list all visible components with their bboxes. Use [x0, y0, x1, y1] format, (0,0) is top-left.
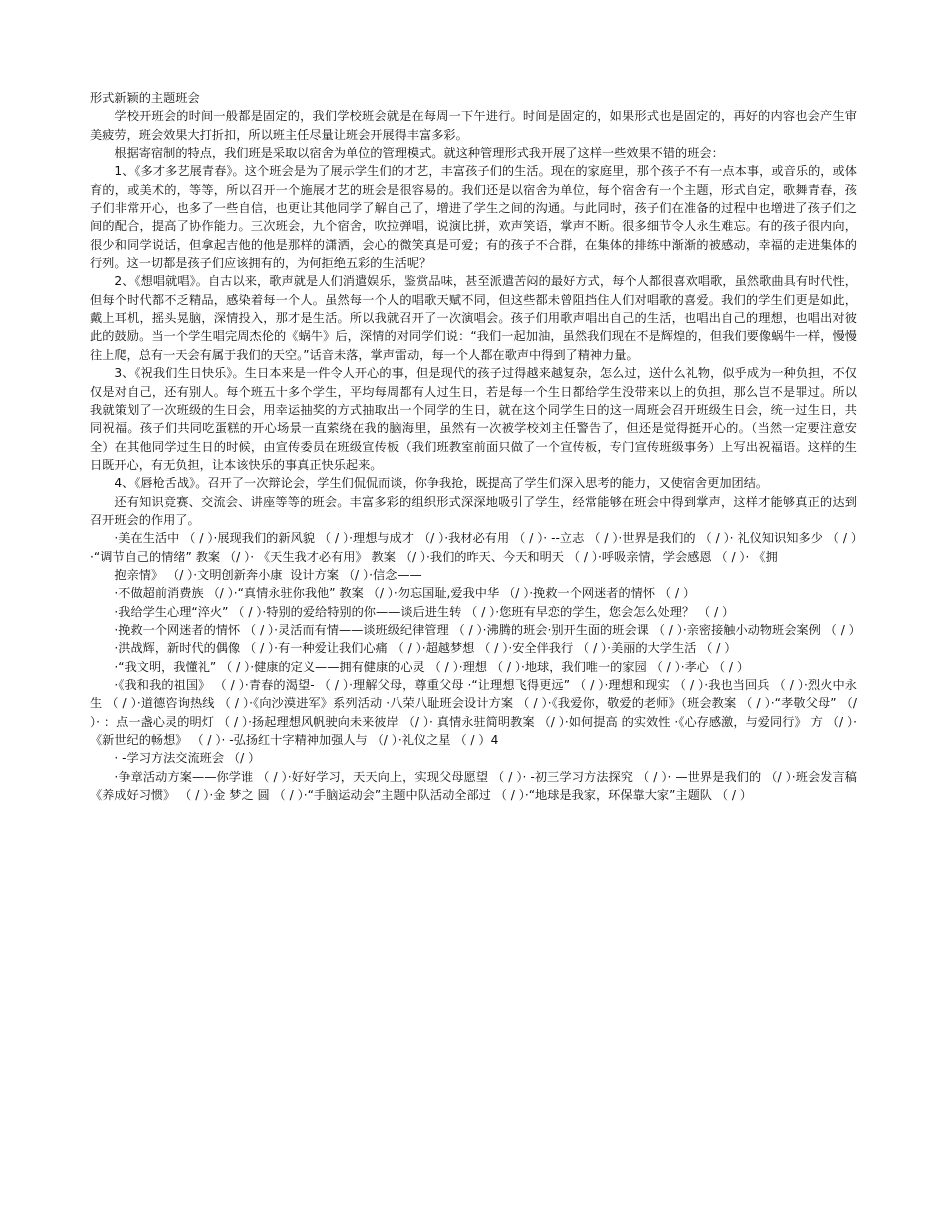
paragraph-summary: 还有知识竞赛、交流会、讲座等等的班会。丰富多彩的组织形式深深地吸引了学生，经常能够在班会中得到掌声，这样才能够真正的达到召开班会的作用了。 [90, 494, 857, 527]
paragraph-intro: 学校开班会的时间一般都是固定的，我们学校班会就是在每周一下午进行。时间是固定的，如果形式也是固定的，再好的内容也会产生审美疲劳，班会效果大打折扣，所以班主任尽量让班会开展得丰富多彩。 [90, 109, 857, 142]
paragraph-background: 根据寄宿制的特点，我们班是采取以宿舍为单位的管理模式。就这种管理形式我开展了这样一些效果不错的班会： [114, 146, 724, 161]
paragraph-item-1: 1、《多才多艺展青春》。这个班会是为了展示学生们的才艺，丰富孩子们的生活。现在的家庭里，那个孩子不有一点本事，或音乐的，或体育的，或美术的，等等，所以召开一个施展才艺的班会是很容易的。我们还是以宿舍为单位，每个宿舍有一个主题，形式自定，歌舞青春，孩子们非常开心，也多了一些自信，也更让其他同学了解自己了，增进了学生之间的沟通。与此同时，孩子们在准备的过程中也增进了孩子们之间的配合，提高了协作能力。三次班会，九个宿舍，吹拉弹唱，说演比拼，欢声笑语，掌声不断。很多细节令人永生难忘。有的孩子很内向，很少和同学说话，但拿起吉他的他是那样的潇洒，会心的微笑真是可爱；有的孩子不合群，在集体的排练中渐渐的被感动，幸福的走进集体的行列。这一切都是孩子们应该拥有的，为何拒绝五彩的生活呢？ [90, 164, 857, 271]
list-paragraph: ·美在生活中 （ / ）·展现我们的新风貌 （ / ）·理想与成才 （/ ）·我材必有用 （ / ）· --立志 （ / ）·世界是我们的 （ / ）· 礼仪知识知多少 （ / ）·“调节自己的情绪” 教案 （/ ）· 《天生我才必有用》 教案 （/ ）·我们的昨天、今天和明天 （ / ）·呼吸亲情，学会感恩 （ / ）· 《拥 [90, 531, 857, 564]
paragraph-item-3: 3、《祝我们生日快乐》。生日本来是一件令人开心的事，但是现代的孩子过得越来越复杂，怎么过，送什么礼物，似乎成为一种负担，不仅仅是对自己，还有别人。每个班五十多个学生，平均每周都有人过生日，若是每一个生日都给学生没带来以上的负担，那么岂不是罪过。所以我就策划了一次班级的生日会，用幸运抽奖的方式抽取出一个同学的生日，就在这个同学生日的这一周班会召开班级生日会，统一过生日，共同祝福。孩子们共同吃蛋糕的开心场景一直萦绕在我的脑海里，虽然有一次被学校刘主任警告了，但还是觉得挺开心的。（当然一定要注意安全）在其他同学过生日的时候，由宣传委员在班级宣传板（我们班教室前面只做了一个宣传板，专门宣传班级事务）上写出祝福语。这样的生日既开心，有无负担，让本该快乐的事真正快乐起来。 [90, 366, 857, 472]
list-paragraph: ·洪战辉，新时代的偶像 （ / ）·有一种爱让我们心痛 （ / ）·超越梦想 （ / ）·安全伴我行 （ / ）·美丽的大学生活 （ / ） [114, 641, 737, 656]
list-paragraph: ·不做超前消费族 （/ ）·“真情永驻你我他” 教案 （/ ）·勿忘国耻,爱我中华 （/ ）·挽救一个网迷者的情怀 （ / ） [114, 586, 696, 601]
list-paragraph: · -学习方法交流班会 （/ ） [114, 751, 261, 766]
list-paragraph: ·挽救一个网迷者的情怀 （ / ）·灵活而有情——谈班级纪律管理 （ / ）·沸腾的班会·别开生面的班会课 （ / ）·亲密接触小动物班会案例 （ / ） [114, 622, 861, 637]
paragraph-item-2: 2、《想唱就唱》。自古以来，歌声就是人们消遣娱乐，鉴赏品味，甚至派遣苦闷的最好方式，每个人都很喜欢唱歌，虽然歌曲具有时代性，但每个时代都不乏精品，感染着每一个人。虽然每一个人的唱歌天赋不同，但这些都未曾阻挡住人们对唱歌的喜爱。我们的学生们更是如此，戴上耳机，摇头晃脑，深情投入，那才是生活。所以我就召开了一次演唱会。孩子们用歌声唱出自己的生活，也唱出自己的理想，也唱出对彼此的鼓励。当一个学生唱完周杰伦的《蜗牛》后，深情的对同学们说：“我们一起加油，虽然我们现在不是辉煌的，但我们要像蜗牛一样，慢慢往上爬，总有一天会有属于我们的天空。”话音未落，掌声雷动，每一个人都在歌声中得到了精神力量。 [90, 274, 857, 362]
list-paragraph: ·“我文明，我懂礼” （ / ）·健康的定义——拥有健康的心灵 （ / ）·理想 （ / ）·地球，我们唯一的家园 （ / ）·孝心 （ / ） [114, 659, 750, 674]
paragraph-item-4: 4、《唇枪舌战》。召开了一次辩论会，学生们侃侃而谈，你争我抢，既提高了学生们深入思考的能力，又使宿舍更加团结。 [114, 476, 769, 491]
list-paragraph: ·我给学生心理“淬火” （ / ）·特别的爱给特别的你——谈后进生转 （ / ）·您班有早恋的学生，您会怎么处理？ （ / ） [114, 604, 735, 619]
list-paragraph: 抱亲情》 （/ ）·文明创新奔小康 设计方案 （/ ）·信念—— [114, 567, 422, 582]
list-paragraph: ·争章活动方案——你学谁 （ / ）·好好学习，天天向上，实现父母愿望 （ / ）· -初三学习方法探究 （ / ）· —世界是我们的 （/ ）·班会发言稿《养成好习惯》 （ / ）·金 梦之 圆 （ / ）·“手脑运动会”主题中队活动全部过 （ / ）·“地球是我家，环保靠大家”主题队 （ / ） [90, 769, 857, 803]
list-paragraph: ·《我和我的祖国》 （ / ）·青春的渴望- （ / ）·理解父母，尊重父母 ·“让理想飞得更远” （ / ）·理想和现实 （ / ）·我也当回兵 （ / ）·烈火中永生 （ / ）·道德咨询热线 （ / ）·《向沙漠进军》系列活动 ·八荣八耻班会设计方案 （ / ）·《我爱你，敬爱的老师》（班会教案 （ / ）·“孝敬父母” （/ ）· ：点一盏心灵的明灯 （ / ）·扬起理想风帆驶向未来彼岸 （/ ）· 真情永驻简明教案 （/ ）·如何提高 的实效性 ·《心存感激，与爱同行》 方 （/ ）·《新世纪的畅想》 （ / ）· -弘扬红十字精神加强人与 （/ ）·礼仪之星 （ / ）4 [90, 678, 861, 748]
document-title: 形式新颖的主题班会 [90, 91, 200, 105]
